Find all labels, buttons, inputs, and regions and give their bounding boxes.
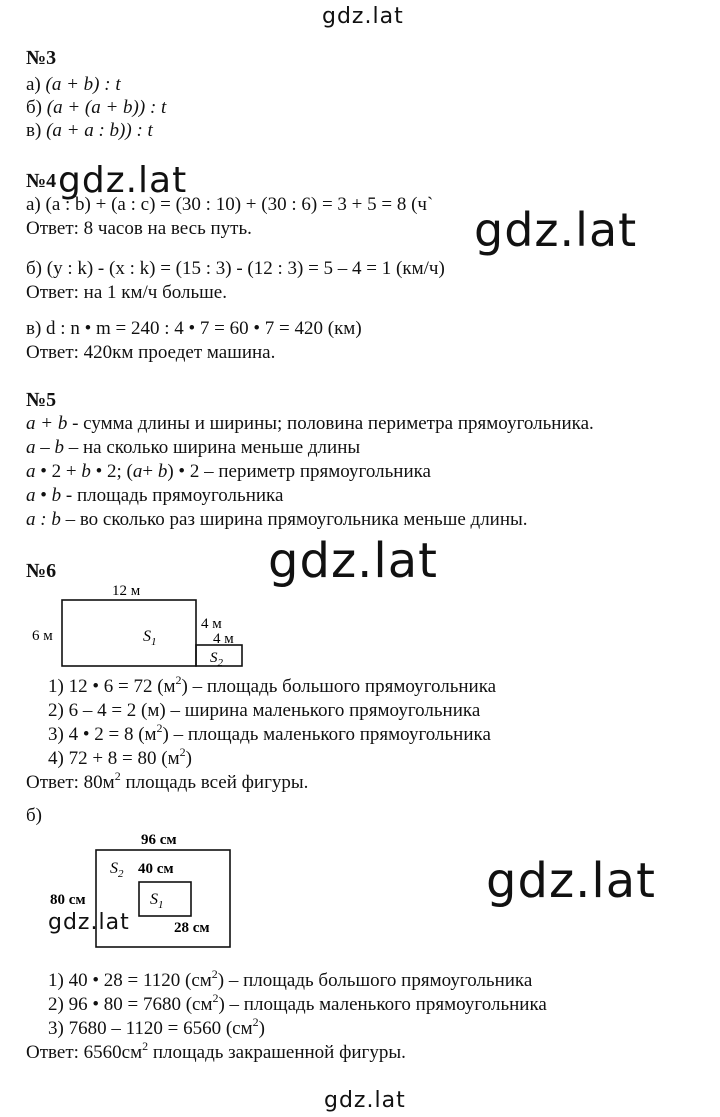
- task-6b-step-2: 2) 96 • 80 = 7680 $(см^2)$ – площадь маленького прямоугольника: [48, 991, 547, 1015]
- task-4-line-b: б) (y : k) - (x : k) = (15 : 3) - (12 : 3) = 5 – 4 = 1 (км/ч): [26, 258, 445, 279]
- label-96cm: 96 см: [141, 832, 177, 848]
- label-s1: $S_1$: [150, 891, 164, 911]
- task-6b-step-3: 3) 7680 – 1120 = 6560 $(см^2)$: [48, 1015, 265, 1039]
- task-3-line-a: а) (a + b) : t: [26, 74, 121, 95]
- task-5-line-4: a • b - площадь прямоугольника: [26, 485, 284, 506]
- task-3-title: №3: [26, 47, 57, 69]
- watermark-top: gdz.lat: [322, 4, 404, 29]
- watermark-large: gdz.lat: [268, 533, 438, 589]
- label-40cm: 40 см: [138, 861, 174, 877]
- task-6-part-b: б): [26, 805, 42, 826]
- task-4-answer-a: Ответ: 8 часов на весь путь.: [26, 218, 252, 239]
- task-6b-step-1: 1) 40 • 28 = 1120 $(см^2)$ – площадь большого прямоугольника: [48, 967, 533, 991]
- task-6-step-4: 4) 72 + 8 = 80 $(м^2)$: [48, 745, 192, 769]
- task-4-line-c: в) d : n • m = 240 : 4 • 7 = 60 • 7 = 420 (км): [26, 318, 362, 339]
- task-6-step-2: 2) 6 – 4 = 2 (м) – ширина маленького прямоугольника: [48, 700, 481, 721]
- task-5-line-2: a – b – на сколько ширина меньше длины: [26, 437, 361, 458]
- task-6-step-1: 1) 12 • 6 = 72 $(м^2)$ – площадь большого прямоугольника: [48, 673, 497, 697]
- task-4-line-a: а) (a : b) + (a : c) = (30 : 10) + (30 : 6) = 3 + 5 = 8 (ч`: [26, 194, 434, 215]
- task-6-title: №6: [26, 560, 57, 582]
- task-6-step-3: 3) 4 • 2 = 8 $(м^2)$ – площадь маленького прямоугольника: [48, 721, 491, 745]
- label-4m-b: 4 м: [213, 631, 234, 647]
- task-4-answer-b: Ответ: на 1 км/ч больше.: [26, 282, 227, 303]
- task-5-line-5: a : b – во сколько раз ширина прямоугольника меньше длины.: [26, 509, 528, 530]
- watermark-large: gdz.lat: [486, 853, 656, 909]
- watermark-small: gdz.lat: [48, 910, 130, 935]
- task-4-answer-c: Ответ: 420км проедет машина.: [26, 342, 276, 363]
- label-28cm: 28 см: [174, 920, 210, 936]
- task-5-line-3: a • 2 + b • 2; (a+ b) • 2 – периметр прямоугольника: [26, 461, 431, 482]
- task-6-answer: Ответ: $80м^2$ площадь всей фигуры.: [26, 769, 309, 793]
- watermark-bottom: gdz.lat: [324, 1088, 406, 1113]
- task-6b-answer: Ответ: $6560см^2$ площадь закрашенной фигуры.: [26, 1039, 406, 1063]
- task-3-line-b: б) (a + (a + b)) : t: [26, 97, 167, 118]
- label-12m: 12 м: [112, 583, 141, 599]
- label-s2: $S_2$: [210, 650, 223, 669]
- label-s1: $S_1$: [143, 628, 157, 648]
- inner-rectangle: [139, 882, 191, 916]
- task-5-line-1: a + b - сумма длины и ширины; половина периметра прямоугольника.: [26, 413, 594, 434]
- label-s2: $S_2$: [110, 860, 124, 880]
- label-80cm: 80 см: [50, 892, 86, 908]
- task-5-title: №5: [26, 389, 57, 411]
- watermark-large: gdz.lat: [474, 203, 638, 257]
- task-3-line-c: в) (a + a : b)) : t: [26, 120, 153, 141]
- watermark-heading: gdz.lat: [58, 160, 188, 201]
- label-6m: 6 м: [32, 628, 53, 644]
- label-4m-a: 4 м: [201, 616, 222, 632]
- task-4-title: №4: [26, 170, 57, 192]
